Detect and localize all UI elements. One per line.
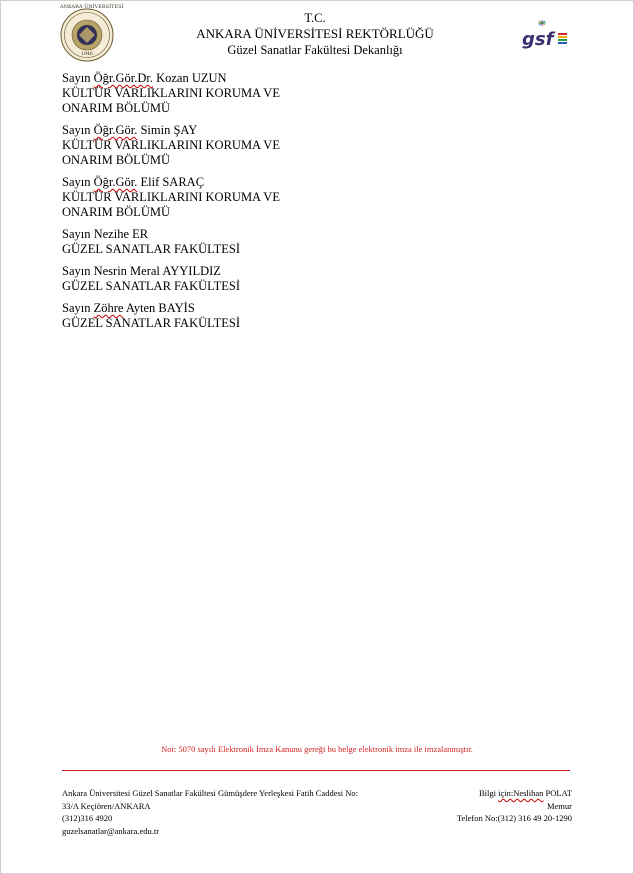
recipient-block bbox=[62, 175, 362, 220]
recipient-name: Simin ŞAY bbox=[137, 123, 198, 137]
recipient-title: Öğr.Gör.Dr. bbox=[93, 71, 153, 85]
info-name: POLAT bbox=[543, 788, 572, 798]
address-line: 33/A Keçiören/ANKARA bbox=[62, 800, 151, 811]
footer-address bbox=[62, 787, 412, 837]
address-line: Ankara Üniversitesi Güzel Sanatlar Fakültesi Gümüşdere Yerleşkesi Fatih Caddesi No: bbox=[62, 788, 359, 798]
recipient-name: Nesrin Meral AYYILDIZ bbox=[93, 264, 221, 278]
recipient-name-line: Sayın Öğr.Gör. Simin ŞAY bbox=[62, 123, 198, 137]
gsf-logo bbox=[520, 18, 570, 50]
header-rectorate: ANKARA ÜNİVERSİTESİ REKTÖRLÜĞÜ bbox=[196, 26, 434, 41]
recipient-dept-line: ONARIM BÖLÜMÜ bbox=[62, 153, 170, 167]
recipient-name: Elif SARAÇ bbox=[137, 175, 205, 189]
recipient-title: Öğr.Gör. bbox=[93, 175, 138, 189]
info-line: Bilgi için:Neslihan POLAT bbox=[478, 788, 572, 798]
recipient-block bbox=[62, 123, 362, 168]
header-tc: T.C. bbox=[304, 11, 326, 25]
gsf-star-icon bbox=[538, 20, 546, 26]
recipient-dept-line: ONARIM BÖLÜMÜ bbox=[62, 101, 170, 115]
recipient-dept-line: GÜZEL SANATLAR FAKÜLTESİ bbox=[62, 316, 241, 330]
recipient-name: Kozan UZUN bbox=[152, 71, 227, 85]
email-address: guzelsanatlar@ankara.edu.tr bbox=[62, 825, 160, 836]
recipient-name: Ayten BAYİS bbox=[123, 301, 195, 315]
recipient-name-line: Sayın Nezihe ER bbox=[62, 227, 149, 241]
contact-phone: Telefon No:(312) 316 49 20-1290 bbox=[456, 813, 572, 823]
footer-divider bbox=[62, 770, 570, 771]
recipient-dept-line: KÜLTÜR VARLIKLARINI KORUMA VE bbox=[62, 86, 280, 100]
seal-year: 1946 bbox=[81, 52, 93, 57]
recipient-name-line: Sayın Nesrin Meral AYYILDIZ bbox=[62, 264, 221, 278]
e-signature-note: Not: 5070 sayılı Elektronik İmza Kanunu gereği bu belge elektronik imza ile imzalanmıştır. bbox=[161, 744, 473, 754]
footer-contact bbox=[372, 787, 572, 825]
recipient-dept-line: GÜZEL SANATLAR FAKÜLTESİ bbox=[62, 279, 241, 293]
contact-role: Memur bbox=[546, 800, 572, 811]
recipient-block bbox=[62, 71, 362, 116]
recipient-name: Nezihe ER bbox=[93, 227, 149, 241]
university-seal-logo bbox=[60, 4, 124, 62]
recipient-dept-line: KÜLTÜR VARLIKLARINI KORUMA VE bbox=[62, 138, 280, 152]
recipient-title: Öğr.Gör. bbox=[93, 123, 138, 137]
info-label: için:Neslihan bbox=[498, 788, 544, 798]
header-deanship: Güzel Sanatlar Fakültesi Dekanlığı bbox=[227, 43, 403, 57]
recipient-block bbox=[62, 227, 362, 257]
gsf-logo-text: gsf bbox=[522, 29, 554, 50]
recipient-dept-line: GÜZEL SANATLAR FAKÜLTESİ bbox=[62, 242, 241, 256]
recipient-name-line: Sayın Öğr.Gör.Dr. Kozan UZUN bbox=[62, 71, 227, 85]
recipient-block bbox=[62, 301, 362, 331]
recipient-first-name: Zöhre bbox=[93, 301, 124, 315]
recipient-dept-line: ONARIM BÖLÜMÜ bbox=[62, 205, 170, 219]
recipient-block bbox=[62, 264, 362, 294]
recipient-dept-line: KÜLTÜR VARLIKLARINI KORUMA VE bbox=[62, 190, 280, 204]
recipient-name-line: Sayın Öğr.Gör. Elif SARAÇ bbox=[62, 175, 205, 189]
phone-number: (312)316 4920 bbox=[62, 813, 113, 823]
seal-arc-text: ANKARA ÜNİVERSİTESİ bbox=[60, 4, 124, 10]
recipient-name-line: Sayın Zöhre Ayten BAYİS bbox=[62, 301, 195, 315]
recipient-list bbox=[62, 71, 362, 338]
letterhead bbox=[140, 10, 490, 58]
